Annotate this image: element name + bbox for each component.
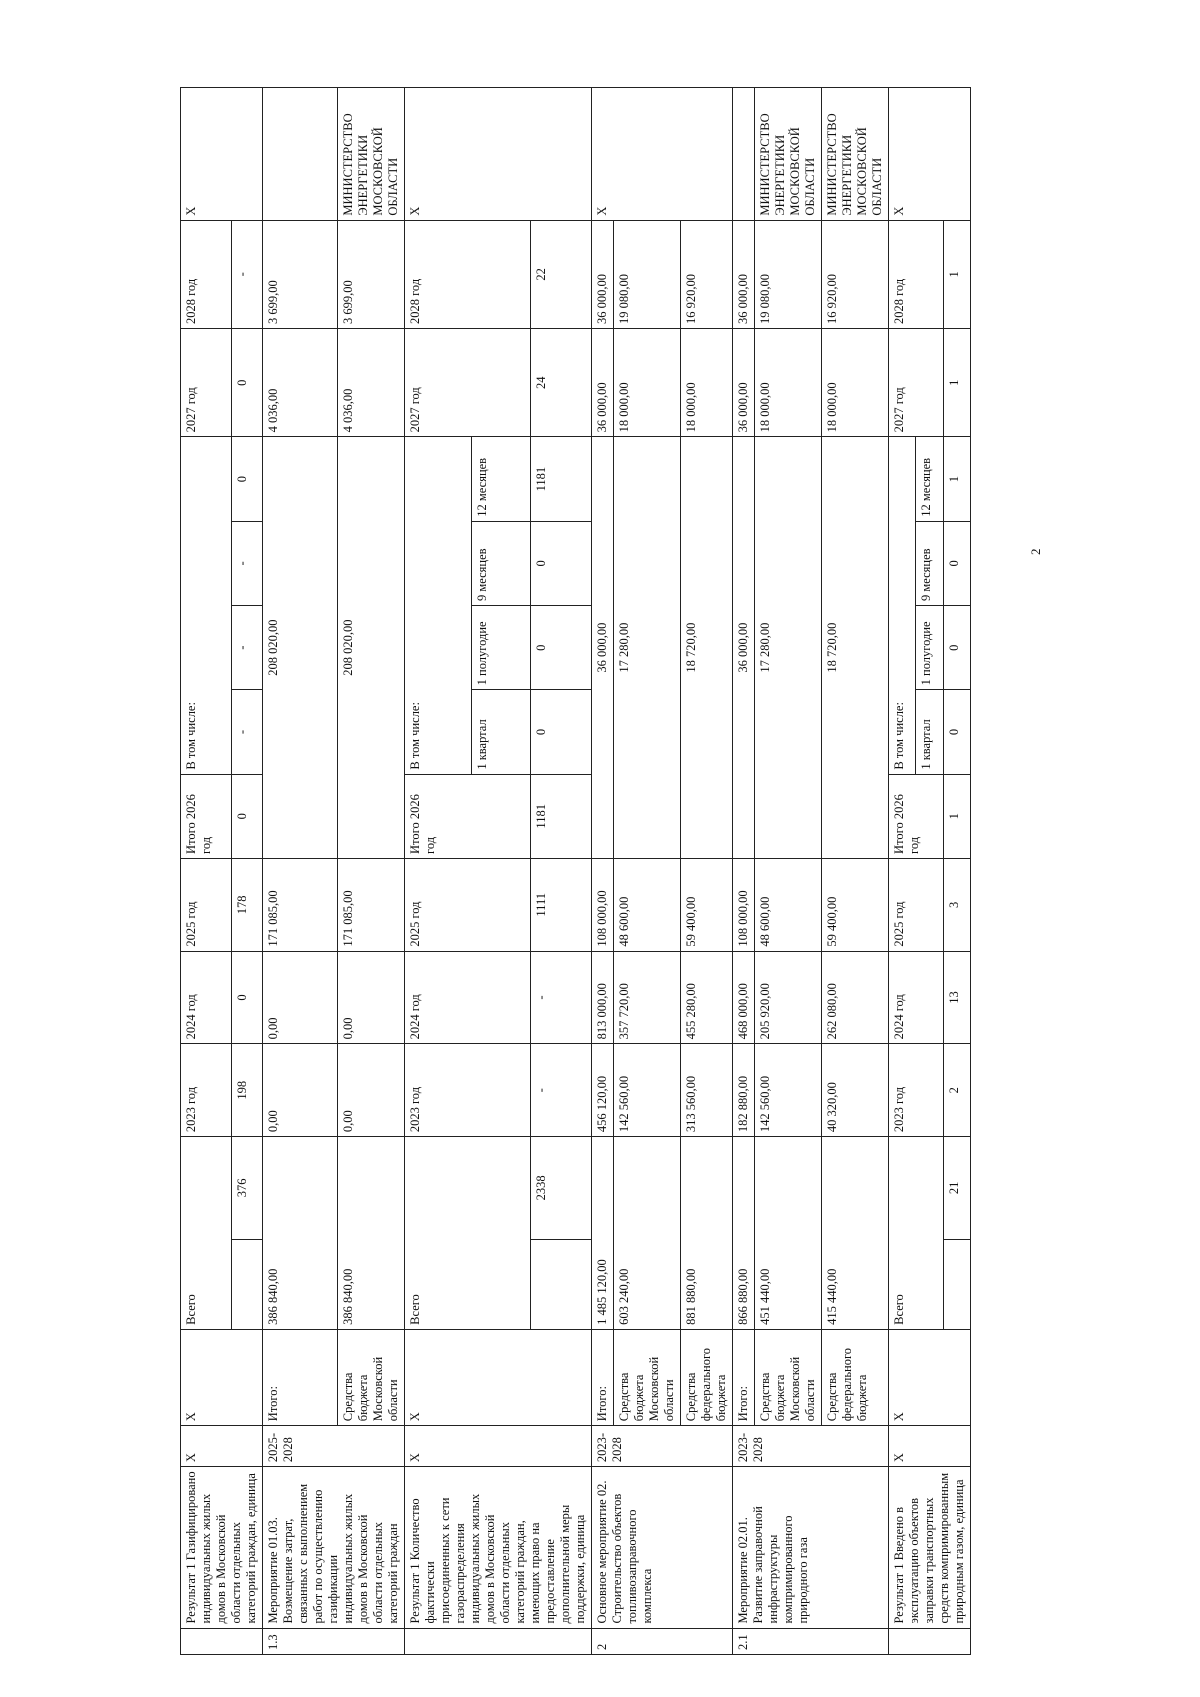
table-row — [405, 88, 472, 1655]
value-2023: 2 — [943, 1044, 970, 1137]
value-2028: 22 — [531, 220, 592, 328]
value-total: 2338 — [531, 1137, 592, 1239]
source-federal: Средства федерального бюджета — [822, 1329, 889, 1425]
header-m12: 12 месяцев — [916, 437, 943, 521]
value-total: 881 880,00 — [681, 1137, 733, 1330]
period-cell: X — [889, 1426, 971, 1467]
header-2023: 2023 год — [181, 1044, 232, 1137]
value-2025: 3 — [943, 858, 970, 951]
value-2023: 182 880,00 — [733, 1044, 755, 1137]
header-m9: 9 месяцев — [916, 521, 943, 605]
value-2027: 24 — [531, 329, 592, 437]
executor-cell: X — [889, 88, 971, 221]
value-2025: 178 — [232, 858, 263, 951]
value-q1: 0 — [531, 690, 592, 774]
table-row — [733, 88, 755, 1655]
source-federal: Средства федерального бюджета — [681, 1329, 733, 1425]
value-2023: 313 560,00 — [681, 1044, 733, 1137]
value-2023: 142 560,00 — [755, 1044, 822, 1137]
value-total: 376 — [232, 1137, 263, 1239]
value-2024: 0,00 — [263, 951, 338, 1044]
header-2024: 2024 год — [405, 951, 531, 1044]
value-total: 1 485 120,00 — [592, 1137, 614, 1330]
value-2026: 0 — [232, 774, 263, 858]
header-2028: 2028 год — [889, 220, 944, 328]
value-total: 866 880,00 — [733, 1137, 755, 1330]
value-2023: 0,00 — [263, 1044, 338, 1137]
executor-cell: X — [405, 88, 592, 221]
value-2027: 18 000,00 — [822, 329, 889, 437]
source-cell: X — [181, 1329, 263, 1425]
header-2023: 2023 год — [889, 1044, 944, 1137]
period-cell: X — [181, 1426, 263, 1467]
source-cell: X — [405, 1329, 592, 1425]
value-2026: 1 — [943, 774, 970, 858]
header-2027: 2027 год — [181, 329, 232, 437]
value-2027: 0 — [232, 329, 263, 437]
value-total: 21 — [943, 1137, 970, 1239]
value-2025: 108 000,00 — [733, 858, 755, 951]
header-including: В том числе: — [405, 437, 472, 774]
value-2026: 1181 — [531, 774, 592, 858]
header-including: В том числе: — [181, 437, 232, 774]
value-q1: - — [232, 690, 263, 774]
table-row — [338, 88, 405, 1655]
executor-cell: X — [592, 88, 733, 221]
measure-description: Основное мероприятие 02. Строительство объектов топливозаправочного комплекса — [592, 1467, 733, 1628]
value-h1: 0 — [531, 606, 592, 690]
table-row — [592, 88, 614, 1655]
value-m9: 0 — [943, 521, 970, 605]
value-m12: 1181 — [531, 437, 592, 521]
value-total: 386 840,00 — [263, 1137, 338, 1330]
header-total: Всего — [889, 1137, 944, 1330]
value-2024: 468 000,00 — [733, 951, 755, 1044]
value-2026: 17 280,00 — [755, 437, 822, 859]
value-2028: - — [232, 220, 263, 328]
value-m12: 1 — [943, 437, 970, 521]
period-cell: 2023-2028 — [733, 1426, 889, 1467]
value-2023: 198 — [232, 1044, 263, 1137]
value-2024: 813 000,00 — [592, 951, 614, 1044]
value-2023: 456 120,00 — [592, 1044, 614, 1137]
table-row — [263, 88, 338, 1655]
source-regional: Средства бюджета Московской области — [338, 1329, 405, 1425]
rotated-page — [180, 87, 1042, 1655]
value-2027: 4 036,00 — [263, 329, 338, 437]
value-2028: 19 080,00 — [755, 220, 822, 328]
value-2028: 36 000,00 — [592, 220, 614, 328]
value-q1: 0 — [943, 690, 970, 774]
value-2023: - — [531, 1044, 592, 1137]
value-2024: 13 — [943, 951, 970, 1044]
header-2025: 2025 год — [405, 858, 531, 951]
executor-ministry: МИНИСТЕРСТВО ЭНЕРГЕТИКИ МОСКОВСКОЙ ОБЛАСТИ — [755, 88, 822, 221]
value-2027: 4 036,00 — [338, 329, 405, 437]
value-2028: 3 699,00 — [338, 220, 405, 328]
value-m12: 0 — [232, 437, 263, 521]
header-2025: 2025 год — [181, 858, 232, 951]
header-2024: 2024 год — [889, 951, 944, 1044]
value-2024: 455 280,00 — [681, 951, 733, 1044]
period-cell: X — [405, 1426, 592, 1467]
source-itogo: Итого: — [733, 1329, 755, 1425]
value-2025: 171 085,00 — [338, 858, 405, 951]
value-2028: 16 920,00 — [681, 220, 733, 328]
value-m9: 0 — [531, 521, 592, 605]
measure-description: Мероприятие 01.03. Возмещение затрат, связанных с выполнением работ по осуществлению газификации индивидуальных жилых домов в Московской области отдельных категорий граждан — [263, 1467, 405, 1628]
value-2028: 16 920,00 — [822, 220, 889, 328]
source-regional: Средства бюджета Московской области — [614, 1329, 681, 1425]
value-2024: 262 080,00 — [822, 951, 889, 1044]
period-cell: 2025-2028 — [263, 1426, 405, 1467]
value-2025: 48 600,00 — [755, 858, 822, 951]
value-2025: 108 000,00 — [592, 858, 614, 951]
table-row — [181, 88, 232, 1655]
executor-ministry: МИНИСТЕРСТВО ЭНЕРГЕТИКИ МОСКОВСКОЙ ОБЛАСТИ — [338, 88, 405, 221]
value-2024: 0,00 — [338, 951, 405, 1044]
header-2028: 2028 год — [181, 220, 232, 328]
header-2023: 2023 год — [405, 1044, 531, 1137]
value-2026: 36 000,00 — [592, 437, 614, 859]
result-1-description: Результат 1 Газифицировано индивидуальных жилых домов в Московской области отдельных категорий граждан, единица — [181, 1467, 263, 1628]
table-row — [614, 88, 681, 1655]
header-total-2026: Итого 2026 год — [405, 774, 531, 858]
row-number: 1.3 — [263, 1628, 405, 1654]
header-2025: 2025 год — [889, 858, 944, 951]
result-1c-description: Результат 1 Введено в эксплуатацию объектов заправки транспортных средств компримированным природным газом, единица — [889, 1467, 971, 1628]
header-2028: 2028 год — [405, 220, 531, 328]
value-total: 386 840,00 — [338, 1137, 405, 1330]
value-2025: 48 600,00 — [614, 858, 681, 951]
table-row — [755, 88, 822, 1655]
value-2028: 3 699,00 — [263, 220, 338, 328]
program-table — [180, 87, 971, 1655]
value-2027: 36 000,00 — [592, 329, 614, 437]
value-2028: 36 000,00 — [733, 220, 755, 328]
value-2026: 36 000,00 — [733, 437, 755, 859]
value-2027: 18 000,00 — [681, 329, 733, 437]
row-number: 2 — [592, 1628, 733, 1654]
value-h1: - — [232, 606, 263, 690]
value-2026: 18 720,00 — [822, 437, 889, 859]
value-2027: 36 000,00 — [733, 329, 755, 437]
value-2023: 0,00 — [338, 1044, 405, 1137]
value-2027: 1 — [943, 329, 970, 437]
table-row — [681, 88, 733, 1655]
header-h1: 1 полугодие — [472, 606, 531, 690]
value-2023: 40 320,00 — [822, 1044, 889, 1137]
header-total-2026: Итого 2026 год — [181, 774, 232, 858]
value-2028: 1 — [943, 220, 970, 328]
value-2026: 17 280,00 — [614, 437, 681, 859]
period-cell: 2023-2028 — [592, 1426, 733, 1467]
value-h1: 0 — [943, 606, 970, 690]
header-2024: 2024 год — [181, 951, 232, 1044]
value-2026: 208 020,00 — [263, 437, 338, 859]
value-2024: - — [531, 951, 592, 1044]
table-row — [822, 88, 889, 1655]
value-total: 603 240,00 — [614, 1137, 681, 1330]
result-1b-description: Результат 1 Количество фактически присоединенных к сети газораспределения индивидуальных жилых домов в Московской области отдельных категорий граждан, имеющих право на предоставление дополнительной меры поддержки, единица — [405, 1467, 592, 1628]
header-2027: 2027 год — [889, 329, 944, 437]
value-2025: 171 085,00 — [263, 858, 338, 951]
header-total: Всего — [181, 1137, 232, 1330]
value-2027: 18 000,00 — [755, 329, 822, 437]
value-2028: 19 080,00 — [614, 220, 681, 328]
source-regional: Средства бюджета Московской области — [755, 1329, 822, 1425]
source-cell: X — [889, 1329, 971, 1425]
header-including: В том числе: — [889, 437, 916, 774]
page-number: 2 — [1028, 548, 1043, 555]
value-m9: - — [232, 521, 263, 605]
value-2026: 18 720,00 — [681, 437, 733, 859]
executor-ministry: МИНИСТЕРСТВО ЭНЕРГЕТИКИ МОСКОВСКОЙ ОБЛАСТИ — [822, 88, 889, 221]
value-total: 451 440,00 — [755, 1137, 822, 1330]
value-2023: 142 560,00 — [614, 1044, 681, 1137]
header-q1: 1 квартал — [916, 690, 943, 774]
measure-description: Мероприятие 02.01. Развитие заправочной инфраструктуры компримированного природного газа — [733, 1467, 889, 1628]
value-total: 415 440,00 — [822, 1137, 889, 1330]
executor-cell: X — [181, 88, 263, 221]
table-row — [889, 88, 916, 1655]
value-2024: 0 — [232, 951, 263, 1044]
source-itogo: Итого: — [592, 1329, 614, 1425]
value-2027: 18 000,00 — [614, 329, 681, 437]
header-q1: 1 квартал — [472, 690, 531, 774]
row-number: 2.1 — [733, 1628, 889, 1654]
header-m12: 12 месяцев — [472, 437, 531, 521]
header-2027: 2027 год — [405, 329, 531, 437]
value-2024: 357 720,00 — [614, 951, 681, 1044]
value-2026: 208 020,00 — [338, 437, 405, 859]
source-itogo: Итого: — [263, 1329, 338, 1425]
value-2024: 205 920,00 — [755, 951, 822, 1044]
header-m9: 9 месяцев — [472, 521, 531, 605]
header-total-2026: Итого 2026 год — [889, 774, 944, 858]
header-h1: 1 полугодие — [916, 606, 943, 690]
value-2025: 59 400,00 — [822, 858, 889, 951]
value-2025: 1111 — [531, 858, 592, 951]
value-2025: 59 400,00 — [681, 858, 733, 951]
header-total: Всего — [405, 1137, 531, 1330]
